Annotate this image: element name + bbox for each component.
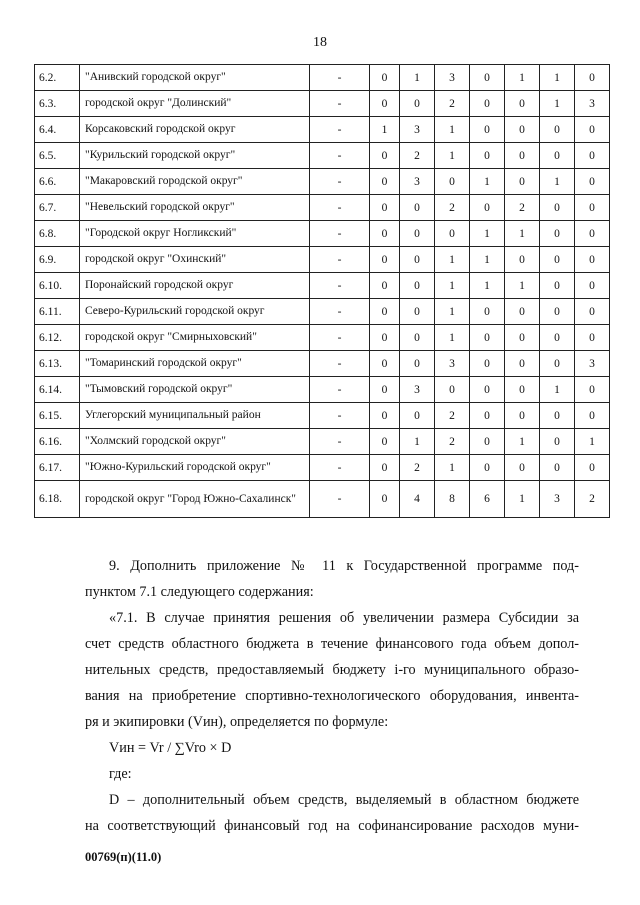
municipality-name-cell: "Курильский городской округ" <box>80 143 310 169</box>
row-number-cell: 6.9. <box>35 247 80 273</box>
value-cell: 0 <box>370 195 400 221</box>
value-cell: - <box>310 195 370 221</box>
value-cell: 0 <box>400 91 435 117</box>
value-cell: 0 <box>370 455 400 481</box>
municipality-name-cell: "Южно-Курильский городской округ" <box>80 455 310 481</box>
value-cell: 0 <box>370 351 400 377</box>
value-cell: 0 <box>370 481 400 518</box>
value-cell: 3 <box>435 65 470 91</box>
value-cell: 0 <box>400 273 435 299</box>
table-row <box>35 325 610 351</box>
value-cell: 0 <box>575 403 610 429</box>
value-cell: 0 <box>370 273 400 299</box>
value-cell: 0 <box>370 143 400 169</box>
municipality-name-cell: "Томаринский городской округ" <box>80 351 310 377</box>
table-row <box>35 247 610 273</box>
municipality-name-cell: Углегорский муниципальный район <box>80 403 310 429</box>
value-cell: 0 <box>575 195 610 221</box>
row-number-cell: 6.8. <box>35 221 80 247</box>
row-number-cell: 6.12. <box>35 325 80 351</box>
value-cell: 0 <box>575 247 610 273</box>
value-cell: 0 <box>370 403 400 429</box>
value-cell: 0 <box>435 377 470 403</box>
table-row <box>35 481 610 518</box>
value-cell: 0 <box>400 403 435 429</box>
value-cell: 1 <box>540 169 575 195</box>
row-number-cell: 6.17. <box>35 455 80 481</box>
value-cell: 1 <box>470 273 505 299</box>
municipality-name-cell: Поронайский городской округ <box>80 273 310 299</box>
municipality-name-cell: "Холмский городской округ" <box>80 429 310 455</box>
value-cell: 0 <box>505 247 540 273</box>
value-cell: 0 <box>575 273 610 299</box>
where-label: где: <box>109 766 132 782</box>
value-cell: - <box>310 429 370 455</box>
value-cell: - <box>310 247 370 273</box>
value-cell: 2 <box>435 429 470 455</box>
value-cell: 1 <box>370 117 400 143</box>
table-row <box>35 377 610 403</box>
value-cell: 0 <box>540 195 575 221</box>
value-cell: - <box>310 169 370 195</box>
municipality-name-cell: "Макаровский городской округ" <box>80 169 310 195</box>
value-cell: 0 <box>370 299 400 325</box>
value-cell: 0 <box>540 429 575 455</box>
table-row <box>35 403 610 429</box>
paragraph-definition-d <box>85 787 579 839</box>
row-number-cell: 6.6. <box>35 169 80 195</box>
value-cell: 0 <box>540 247 575 273</box>
row-number-cell: 6.4. <box>35 117 80 143</box>
value-cell: 1 <box>435 143 470 169</box>
table-row <box>35 91 610 117</box>
value-cell: 0 <box>575 143 610 169</box>
value-cell: 0 <box>505 117 540 143</box>
value-cell: 0 <box>540 325 575 351</box>
value-cell: 0 <box>540 143 575 169</box>
value-cell: 1 <box>505 273 540 299</box>
value-cell: 3 <box>575 91 610 117</box>
value-cell: 3 <box>400 117 435 143</box>
table-row <box>35 221 610 247</box>
paragraph-line: 9. Дополнить приложение № 11 к Государственной программе под- <box>109 558 579 574</box>
value-cell: 0 <box>505 455 540 481</box>
paragraph-subitem-7-1 <box>85 605 579 735</box>
value-cell: - <box>310 455 370 481</box>
value-cell: 1 <box>435 247 470 273</box>
value-cell: 2 <box>505 195 540 221</box>
value-cell: 1 <box>505 481 540 518</box>
value-cell: 6 <box>470 481 505 518</box>
value-cell: 0 <box>435 169 470 195</box>
value-cell: 0 <box>540 117 575 143</box>
value-cell: 1 <box>435 325 470 351</box>
row-number-cell: 6.7. <box>35 195 80 221</box>
value-cell: 0 <box>470 65 505 91</box>
paragraph-line: «7.1. В случае принятия решения об увеличении размера Субсидии за <box>109 610 579 626</box>
value-cell: 1 <box>435 117 470 143</box>
value-cell: - <box>310 377 370 403</box>
value-cell: 0 <box>505 91 540 117</box>
value-cell: 0 <box>540 455 575 481</box>
value-cell: 8 <box>435 481 470 518</box>
value-cell: 0 <box>540 221 575 247</box>
paragraph-line: нительных средств, предоставляемый бюджету i-го муниципального образо- <box>85 662 579 678</box>
row-number-cell: 6.5. <box>35 143 80 169</box>
value-cell: - <box>310 299 370 325</box>
value-cell: 0 <box>435 221 470 247</box>
row-number-cell: 6.10. <box>35 273 80 299</box>
row-number-cell: 6.2. <box>35 65 80 91</box>
value-cell: 0 <box>505 325 540 351</box>
value-cell: 0 <box>370 247 400 273</box>
table-row <box>35 117 610 143</box>
table-row <box>35 273 610 299</box>
value-cell: 1 <box>435 455 470 481</box>
value-cell: 0 <box>505 377 540 403</box>
value-cell: 0 <box>370 325 400 351</box>
value-cell: 0 <box>370 169 400 195</box>
value-cell: 0 <box>505 299 540 325</box>
row-number-cell: 6.13. <box>35 351 80 377</box>
value-cell: 0 <box>540 351 575 377</box>
paragraph-line: вания на приобретение спортивно-технологического оборудования, инвента- <box>85 688 579 704</box>
value-cell: - <box>310 351 370 377</box>
value-cell: 1 <box>400 429 435 455</box>
value-cell: 4 <box>400 481 435 518</box>
value-cell: 1 <box>505 429 540 455</box>
table-row <box>35 143 610 169</box>
value-cell: 0 <box>470 143 505 169</box>
value-cell: 0 <box>470 325 505 351</box>
value-cell: 1 <box>470 169 505 195</box>
value-cell: 0 <box>505 351 540 377</box>
value-cell: - <box>310 325 370 351</box>
row-number-cell: 6.3. <box>35 91 80 117</box>
value-cell: 0 <box>575 169 610 195</box>
table-row <box>35 195 610 221</box>
paragraph-line: счет средств областного бюджета в течение финансового года объем допол- <box>85 636 579 652</box>
municipality-name-cell: "Тымовский городской округ" <box>80 377 310 403</box>
value-cell: 1 <box>540 65 575 91</box>
value-cell: 0 <box>400 351 435 377</box>
value-cell: 0 <box>470 91 505 117</box>
value-cell: - <box>310 143 370 169</box>
value-cell: 0 <box>575 299 610 325</box>
value-cell: - <box>310 65 370 91</box>
value-cell: 0 <box>505 403 540 429</box>
value-cell: 0 <box>575 221 610 247</box>
value-cell: 0 <box>575 117 610 143</box>
value-cell: 0 <box>400 221 435 247</box>
paragraph-line: на соответствующий финансовый год на софинансирование расходов муни- <box>85 818 579 834</box>
municipality-name-cell: городской округ "Долинский" <box>80 91 310 117</box>
value-cell: 0 <box>470 455 505 481</box>
municipality-name-cell: "Городской округ Ногликский" <box>80 221 310 247</box>
value-cell: 0 <box>400 195 435 221</box>
value-cell: 0 <box>575 455 610 481</box>
page-number: 18 <box>313 35 327 50</box>
row-number-cell: 6.14. <box>35 377 80 403</box>
value-cell: 0 <box>470 117 505 143</box>
value-cell: 0 <box>470 403 505 429</box>
value-cell: 2 <box>400 143 435 169</box>
value-cell: 0 <box>470 351 505 377</box>
value-cell: 3 <box>400 377 435 403</box>
value-cell: 2 <box>575 481 610 518</box>
value-cell: - <box>310 221 370 247</box>
value-cell: 0 <box>575 325 610 351</box>
row-number-cell: 6.16. <box>35 429 80 455</box>
value-cell: 0 <box>470 429 505 455</box>
value-cell: 1 <box>400 65 435 91</box>
value-cell: 0 <box>400 299 435 325</box>
value-cell: 0 <box>470 377 505 403</box>
value-cell: 0 <box>400 247 435 273</box>
table-row <box>35 351 610 377</box>
table-row <box>35 455 610 481</box>
municipality-name-cell: городской округ "Смирныховский" <box>80 325 310 351</box>
paragraph-line: пунктом 7.1 следующего содержания: <box>85 584 314 600</box>
document-code: 00769(п)(11.0) <box>85 850 162 864</box>
value-cell: - <box>310 403 370 429</box>
formula: Vин = Vr / ∑Vro × D <box>109 740 232 756</box>
value-cell: 2 <box>435 403 470 429</box>
value-cell: 0 <box>400 325 435 351</box>
value-cell: - <box>310 273 370 299</box>
value-cell: 1 <box>540 377 575 403</box>
paragraph-line: D – дополнительный объем средств, выделяемый в областном бюджете <box>109 792 579 808</box>
value-cell: 3 <box>435 351 470 377</box>
value-cell: 1 <box>540 91 575 117</box>
row-number-cell: 6.18. <box>35 481 80 518</box>
row-number-cell: 6.11. <box>35 299 80 325</box>
paragraph-line: ря и экипировки (Vин), определяется по формуле: <box>85 714 389 730</box>
value-cell: 3 <box>575 351 610 377</box>
municipality-name-cell: Корсаковский городской округ <box>80 117 310 143</box>
value-cell: 0 <box>540 273 575 299</box>
value-cell: 2 <box>400 455 435 481</box>
value-cell: 0 <box>470 299 505 325</box>
value-cell: 1 <box>470 247 505 273</box>
value-cell: 1 <box>435 273 470 299</box>
value-cell: 0 <box>575 65 610 91</box>
table-row <box>35 65 610 91</box>
value-cell: 0 <box>505 169 540 195</box>
value-cell: 0 <box>370 91 400 117</box>
value-cell: 0 <box>575 377 610 403</box>
table-row <box>35 429 610 455</box>
value-cell: 0 <box>370 377 400 403</box>
municipality-name-cell: городской округ "Охинский" <box>80 247 310 273</box>
value-cell: 1 <box>505 65 540 91</box>
value-cell: 1 <box>505 221 540 247</box>
municipality-name-cell: "Невельский городской округ" <box>80 195 310 221</box>
value-cell: 1 <box>575 429 610 455</box>
value-cell: - <box>310 117 370 143</box>
municipality-name-cell: "Анивский городской округ" <box>80 65 310 91</box>
value-cell: 0 <box>370 65 400 91</box>
municipality-name-cell: городской округ "Город Южно-Сахалинск" <box>80 481 310 518</box>
row-number-cell: 6.15. <box>35 403 80 429</box>
value-cell: 3 <box>540 481 575 518</box>
value-cell: - <box>310 481 370 518</box>
value-cell: 2 <box>435 91 470 117</box>
value-cell: 3 <box>400 169 435 195</box>
table-row <box>35 299 610 325</box>
paragraph-item-9 <box>85 553 579 605</box>
table-row <box>35 169 610 195</box>
municipality-name-cell: Северо-Курильский городской округ <box>80 299 310 325</box>
value-cell: 0 <box>370 429 400 455</box>
municipal-allocation-table <box>34 64 610 518</box>
value-cell: 1 <box>470 221 505 247</box>
value-cell: 0 <box>540 299 575 325</box>
value-cell: 0 <box>370 221 400 247</box>
value-cell: 0 <box>540 403 575 429</box>
value-cell: 0 <box>470 195 505 221</box>
value-cell: 2 <box>435 195 470 221</box>
value-cell: 0 <box>505 143 540 169</box>
value-cell: - <box>310 91 370 117</box>
value-cell: 1 <box>435 299 470 325</box>
